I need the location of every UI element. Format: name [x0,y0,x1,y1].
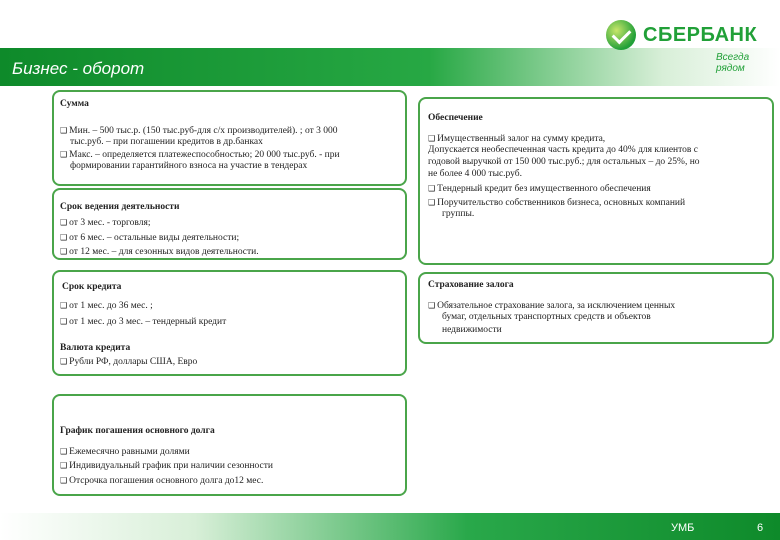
page-number: 6 [757,522,764,534]
strahovanie-line-3: недвижимости [442,325,502,335]
summa-line-4: формировании гарантийного взноса на участие в тендерах [70,161,308,171]
summa-line-2: тыс.руб. – при погашении кредитов в др.банках [70,137,263,147]
bullet-icon: ❑ [60,447,68,456]
srok-deyat-item-2: ❑ от 6 мес. – остальные виды деятельности; [60,233,240,243]
logo-name: СБЕРБАНК [643,24,758,46]
panel-srok-deyatelnosti [52,188,407,260]
strahovanie-heading: Страхование залога [428,280,514,290]
bullet-icon: ❑ [60,461,68,470]
bullet-icon: ❑ [60,476,68,485]
grafik-item-2: ❑ Индивидуальный график при наличии сезонности [60,461,273,471]
bullet-icon: ❑ [428,134,436,143]
valuta-item: ❑ Рубли РФ, доллары США, Евро [60,357,198,367]
obespechenie-heading: Обеспечение [428,113,483,123]
obespech-line-2: Допускается необеспеченная часть кредита до 40% для клиентов с [428,145,698,155]
bullet-icon: ❑ [60,233,68,242]
obespech-line-1: ❑ Имущественный залог на сумму кредита, [428,134,606,144]
srok-deyat-item-1: ❑ от 3 мес. - торговля; [60,218,151,228]
bullet-icon: ❑ [60,317,68,326]
logo-tagline: Всегда рядом [716,52,750,74]
bullet-icon: ❑ [60,357,68,366]
grafik-item-3: ❑ Отсрочка погашения основного долга до12 мес. [60,476,264,486]
page-title: Бизнес - оборот [12,59,145,78]
panel-obespechenie [418,97,774,265]
obespech-line-3: годовой выручкой от 150 000 тыс.руб.; для остальных – до 25%, но [428,157,700,167]
footer-label: УМБ [671,522,695,534]
logo-check-icon [606,20,636,50]
bullet-icon: ❑ [60,247,68,256]
strahovanie-line-2: бумаг, отдельных транспортных средств и объектов [442,312,651,322]
obespech-line-4: не более 4 000 тыс.руб. [428,169,523,179]
grafik-item-1: ❑ Ежемесячно равными долями [60,447,190,457]
bullet-icon: ❑ [60,126,68,135]
footer-band [0,513,780,540]
bullet-icon: ❑ [428,198,436,207]
panel-summa [52,90,407,186]
panel-srok-kredita [52,270,407,376]
srok-kredita-heading: Срок кредита [62,282,122,292]
summa-line-1: ❑ Мин. – 500 тыс.р. (150 тыс.руб-для с/х производителей). ; от 3 000 [60,126,338,136]
srok-kredita-item-2: ❑ от 1 мес. до 3 мес. – тендерный кредит [60,317,227,327]
obespech-line-7: группы. [442,209,475,219]
panel-grafik-pogasheniya [52,394,407,496]
sberbank-logo [606,18,776,74]
srok-kredita-item-1: ❑ от 1 мес. до 36 мес. ; [60,301,153,311]
srok-deyat-item-3: ❑ от 12 мес. – для сезонных видов деятельности. [60,247,259,257]
bullet-icon: ❑ [60,150,68,159]
obespech-line-6: ❑ Поручительство собственников бизнеса, основных компаний [428,198,686,208]
bullet-icon: ❑ [60,218,68,227]
summa-line-3: ❑ Макс. – определяется платежеспособностью; 20 000 тыс.руб. - при [60,150,340,160]
bullet-icon: ❑ [428,301,436,310]
bullet-icon: ❑ [428,184,436,193]
panel-summa-heading: Сумма [60,99,89,109]
obespech-line-5: ❑ Тендерный кредит без имущественного обеспечения [428,184,651,194]
panel-strahovanie [418,272,774,344]
strahovanie-line-1: ❑ Обязательное страхование залога, за исключением ценных [428,301,676,311]
bullet-icon: ❑ [60,301,68,310]
grafik-heading: График погашения основного долга [60,426,215,436]
srok-deyat-heading: Срок ведения деятельности [60,202,180,212]
valuta-heading: Валюта кредита [60,343,131,353]
